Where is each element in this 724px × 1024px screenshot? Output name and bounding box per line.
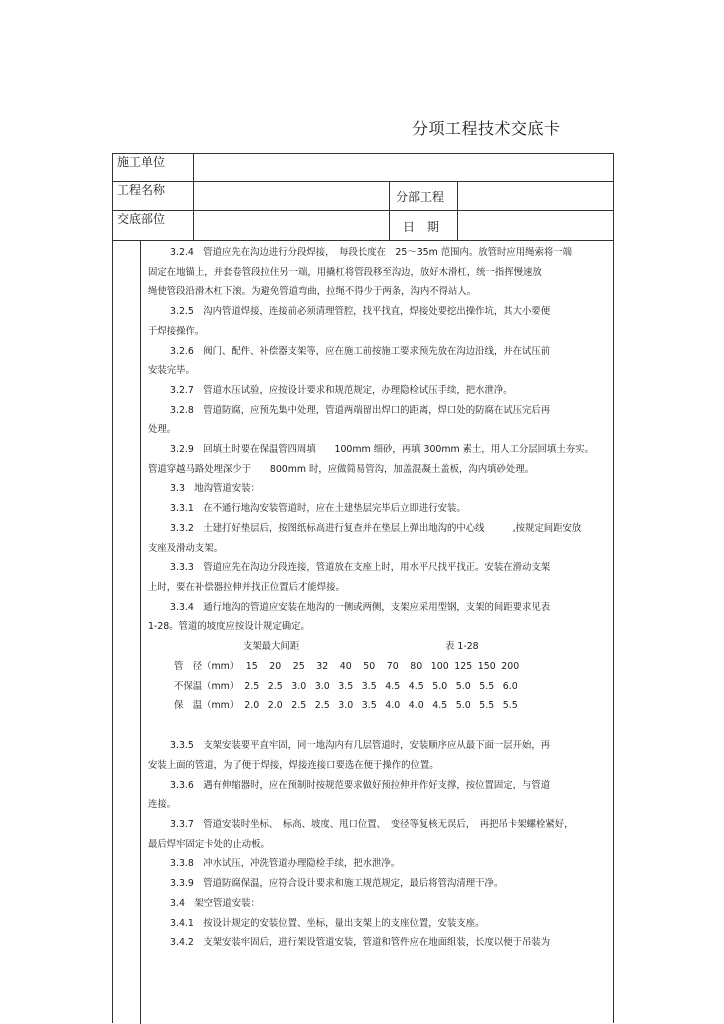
paragraph-line: 3.2.4 管道应先在沟边进行分段焊接， 每段长度在 25～35m 范围内。放管时应用绳索将一端: [170, 247, 573, 258]
table-caption-right: 表 1-28: [445, 641, 479, 653]
paragraph-line: 安装完毕。: [148, 365, 195, 377]
paragraph-line: 于焊接操作。: [148, 325, 205, 337]
table-cell: 2.0: [244, 700, 260, 712]
table-cell: 32: [316, 661, 329, 673]
table-row-label: 管 径（mm）: [174, 661, 240, 673]
header-divider-1: [112, 181, 614, 182]
paragraph-line: 3.3.5 支架安装要平直牢固，同一地沟内有几层管道时，安装顺序应从最下面一层开始，再: [170, 740, 551, 752]
table-cell: 2.5: [314, 700, 330, 712]
header-col-divider-3: [457, 181, 458, 240]
table-cell: 25: [292, 661, 305, 673]
header-col-divider: [193, 153, 194, 240]
header-col-divider-2: [389, 181, 390, 240]
paragraph-line: 处理。: [148, 424, 177, 436]
table-cell: 5.0: [455, 680, 471, 692]
paragraph-line: 3.3.8 冲水试压，冲洗管道办理隐检手续，把水泄净。: [170, 858, 401, 870]
table-cell: 4.5: [408, 680, 424, 692]
table-cell: 4.0: [408, 700, 424, 712]
table-cell: 125: [454, 661, 473, 673]
table-cell: 40: [339, 661, 352, 673]
sub-project-label: 分部工程: [396, 190, 445, 204]
header-divider-3: [112, 240, 614, 241]
table-cell: 4.5: [385, 680, 401, 692]
project-label: 工程名称: [117, 183, 166, 197]
table-cell: 6.0: [502, 680, 518, 692]
table-cell: 5.0: [432, 680, 448, 692]
unit-label: 施工单位: [117, 155, 166, 169]
table-cell: 5.5: [479, 700, 495, 712]
paragraph-line: 3.4.2 支架安装牢固后，进行架设管道安装，管道和管件应在地面组装，长度以便于吊装为: [170, 937, 551, 949]
table-cell: 80: [410, 661, 423, 673]
paragraph-line: 支座及滑动支架。: [148, 542, 224, 554]
table-row: [148, 677, 604, 697]
table-cell: 150: [477, 661, 496, 673]
table-cell: 4.0: [385, 700, 401, 712]
paragraph-line: 安装上面的管道，为了便于焊接，焊接连接口要选在便于操作的位置。: [148, 759, 439, 771]
paragraph-line: 固定在地锚上，并套卷管段拉住另一端，用撬杠将管段移至沟边，放好木滑杠，统一指挥慢速放: [148, 266, 542, 278]
paragraph-line: 3.2.6 阀门、配件、补偿器支架等，应在施工前按施工要求预先放在沟边沿线，并在试压前: [170, 345, 551, 357]
table-row-label: 保 温（mm）: [174, 700, 240, 712]
paragraph-line: 3.3.3 管道应先在沟边分段连接，管道放在支座上时，用水平尺找平找正。安装在滑动支架: [170, 562, 551, 574]
table-cell: 3.0: [291, 680, 307, 692]
table-cell: 20: [269, 661, 282, 673]
table-cell: 5.5: [479, 680, 495, 692]
table-cell: 3.0: [338, 700, 354, 712]
table-caption: [148, 637, 604, 657]
table-row: [148, 696, 604, 716]
spacer: [148, 716, 604, 736]
table-cell: 3.5: [361, 680, 377, 692]
table-cell: 15: [245, 661, 258, 673]
paragraph-line: 上时，要在补偿器拉伸并找正位置后才能焊接。: [148, 581, 345, 593]
paragraph-line: 管道穿越马路处埋深少于 800mm 时，应做简易管沟，加盖混凝土盖板，沟内填砂处理。: [148, 463, 535, 475]
table-cell: 200: [501, 661, 520, 673]
table-cell: 2.5: [267, 680, 283, 692]
paragraph-line: 1-28。管道的坡度应按设计规定确定。: [148, 621, 310, 633]
paragraph-line: 3.4 架空管道安装：: [170, 897, 260, 909]
paragraph-line: 3.2.8 管道防腐，应预先集中处理，管道两端留出焊口的距离，焊口处的防腐在试压完后再: [170, 404, 551, 416]
disclosure-body: [148, 243, 604, 953]
table-cell: 3.5: [338, 680, 354, 692]
paragraph-line: 3.2.5 沟内管道焊接，连接前必须清理管腔，找平找直，焊接处要挖出操作坑，其大小要便: [170, 306, 551, 318]
table-cell: 2.5: [244, 680, 260, 692]
table-cell: 3.0: [314, 680, 330, 692]
paragraph-line: 3.3.9 管道防腐保温，应符合设计要求和施工规范规定，最后将管沟清理干净。: [170, 878, 504, 890]
support-spacing-table: [148, 657, 604, 716]
table-cell: 5.5: [502, 700, 518, 712]
paragraph-line: 3.4.1 按设计规定的安装位置、坐标，量出支架上的支座位置，安装支座。: [170, 917, 485, 929]
paragraph-line: 3.3.6 遇有伸缩器时，应在预制时按规范要求做好预拉伸并作好支撑，按位置固定，与管道: [170, 779, 551, 791]
date-label: 日 期: [403, 220, 440, 234]
table-cell: 3.5: [361, 700, 377, 712]
document-title: 分项工程技术交底卡: [412, 119, 561, 138]
table-cell: 4.5: [432, 700, 448, 712]
paragraph-line: 绳使管段沿滑木杠下滚。为避免管道弯曲，拉绳不得少于两条，沟内不得站人。: [148, 286, 477, 298]
table-row-label: 不保温（mm）: [174, 680, 240, 692]
paragraph-group-1: [148, 243, 604, 637]
table-cell: 5.0: [455, 700, 471, 712]
table-cell: 2.5: [291, 700, 307, 712]
paragraph-line: 3.3.1 在不通行地沟安装管道时，应在土建垫层完毕后立即进行安装。: [170, 503, 466, 515]
paragraph-line: 3.3.7 管道安装时坐标、 标高、坡度、甩口位置、 变径等复核无误后， 再把吊卡架螺栓紧好，: [170, 818, 574, 830]
table-cell: 70: [386, 661, 399, 673]
paragraph-line: 连接。: [148, 799, 177, 811]
paragraph-line: 3.3.4 通行地沟的管道应安装在地沟的一侧或两侧，支架应采用型钢，支架的间距要求见表: [170, 601, 551, 613]
paragraph-group-2: [148, 736, 604, 953]
table-cell: 50: [363, 661, 376, 673]
paragraph-line: 3.2.9 回填土时要在保温管四周填 100mm 细砂，再填 300mm 素土，用人工分层回填土夯实。: [170, 444, 594, 456]
table-cell: 2.0: [267, 700, 283, 712]
paragraph-line: 最后焊牢固定卡处的止动板。: [148, 838, 270, 850]
table-row: [148, 657, 604, 677]
paragraph-line: 3.3.2 土建打好垫层后，按图纸标高进行复查并在垫层上弹出地沟的中心线 ,按规定间距安放: [170, 522, 582, 534]
table-caption-left: 支架最大间距: [243, 641, 300, 653]
header-divider-2: [112, 210, 614, 211]
table-cell: 100: [430, 661, 449, 673]
paragraph-line: 3.2.7 管道水压试验，应按设计要求和规范规定，办理隐检试压手续，把水泄净。: [170, 384, 513, 396]
paragraph-line: 3.3 地沟管道安装：: [170, 483, 260, 495]
part-label: 交底部位: [117, 212, 166, 226]
body-left-rule: [140, 240, 141, 1024]
